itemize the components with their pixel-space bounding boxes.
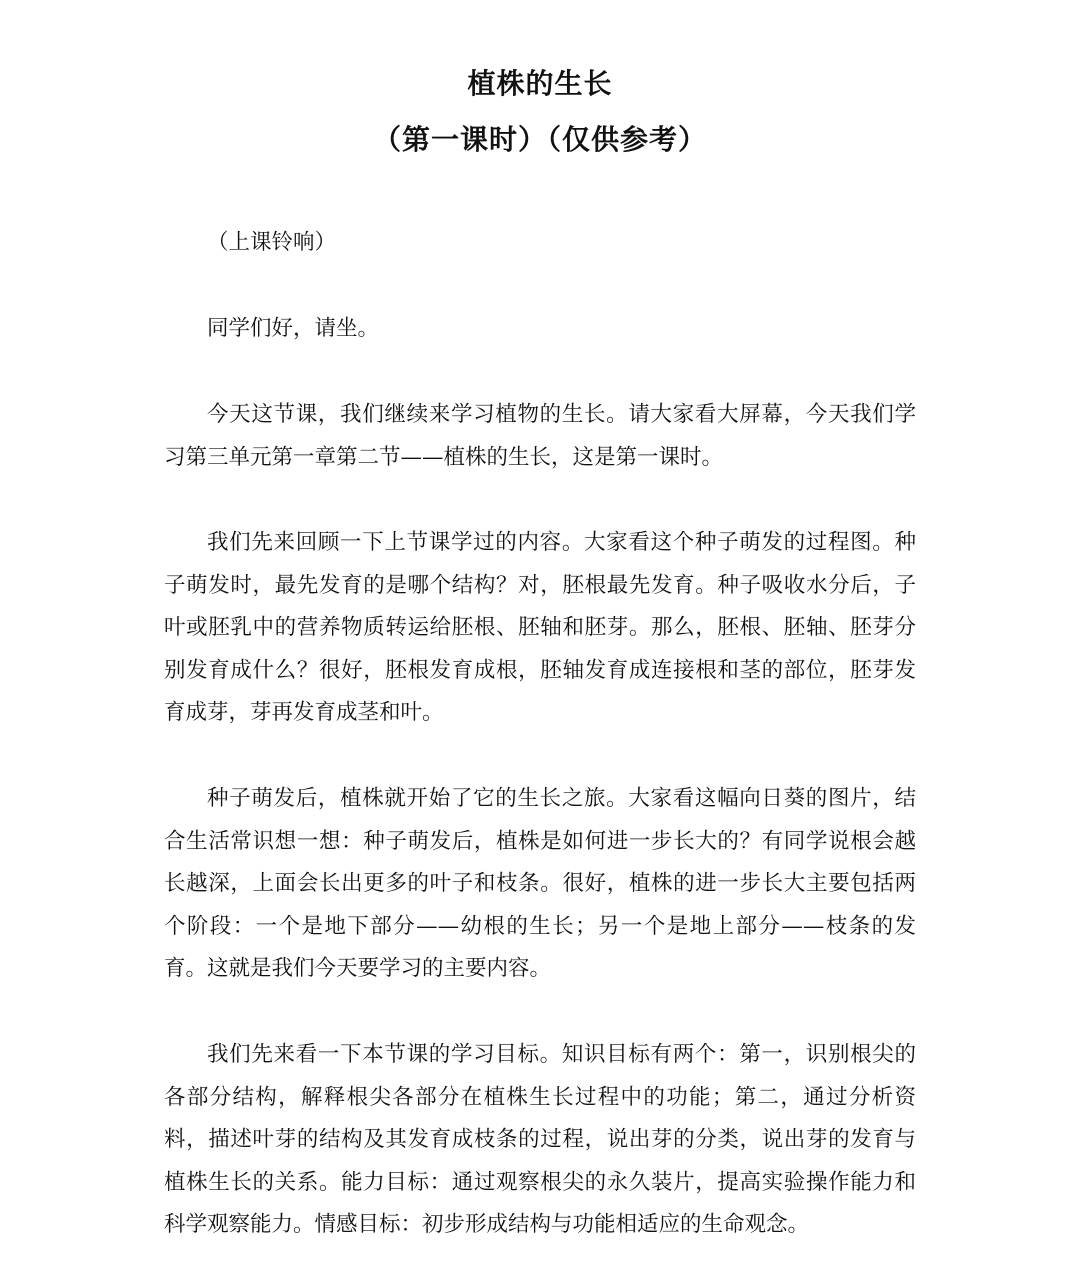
document-title: 植株的生长 — [467, 67, 613, 100]
paragraph-growth: 种子萌发后，植株就开始了它的生长之旅。大家看这幅向日葵的图片，结合生活常识想一想：种子萌发后，植株是如何进一步长大的？有同学说根会越长越深，上面会长出更多的叶子和枝条。很好，植株的进一步长大主要包括两个阶段：一个是地下部分——幼根的生长；另一个是地上部分——枝条的发育。这就是我们今天要学习的主要内容。 — [164, 786, 916, 981]
paragraph-intro: 今天这节课，我们继续来学习植物的生长。请大家看大屏幕，今天我们学习第三单元第一章第二节——植株的生长，这是第一课时。 — [164, 402, 916, 470]
paragraph-bell: （上课铃响） — [207, 230, 337, 255]
paragraph-review: 我们先来回顾一下上节课学过的内容。大家看这个种子萌发的过程图。种子萌发时，最先发育的是哪个结构？对，胚根最先发育。种子吸收水分后，子叶或胚乳中的营养物质转运给胚根、胚轴和胚芽。那么，胚根、胚轴、胚芽分别发育成什么？很好，胚根发育成根，胚轴发育成连接根和茎的部位，胚芽发育成芽，芽再发育成茎和叶。 — [164, 530, 916, 725]
paragraph-goals: 我们先来看一下本节课的学习目标。知识目标有两个：第一，识别根尖的各部分结构，解释根尖各部分在植株生长过程中的功能；第二，通过分析资料，描述叶芽的结构及其发育成枝条的过程，说出芽的分类，说出芽的发育与植株生长的关系。能力目标：通过观察根尖的永久装片，提高实验操作能力和科学观察能力。情感目标：初步形成结构与功能相适应的生命观念。 — [164, 1042, 916, 1237]
document-subtitle: （第一课时）（仅供参考） — [372, 123, 707, 156]
paragraph-greeting: 同学们好，请坐。 — [207, 316, 380, 341]
